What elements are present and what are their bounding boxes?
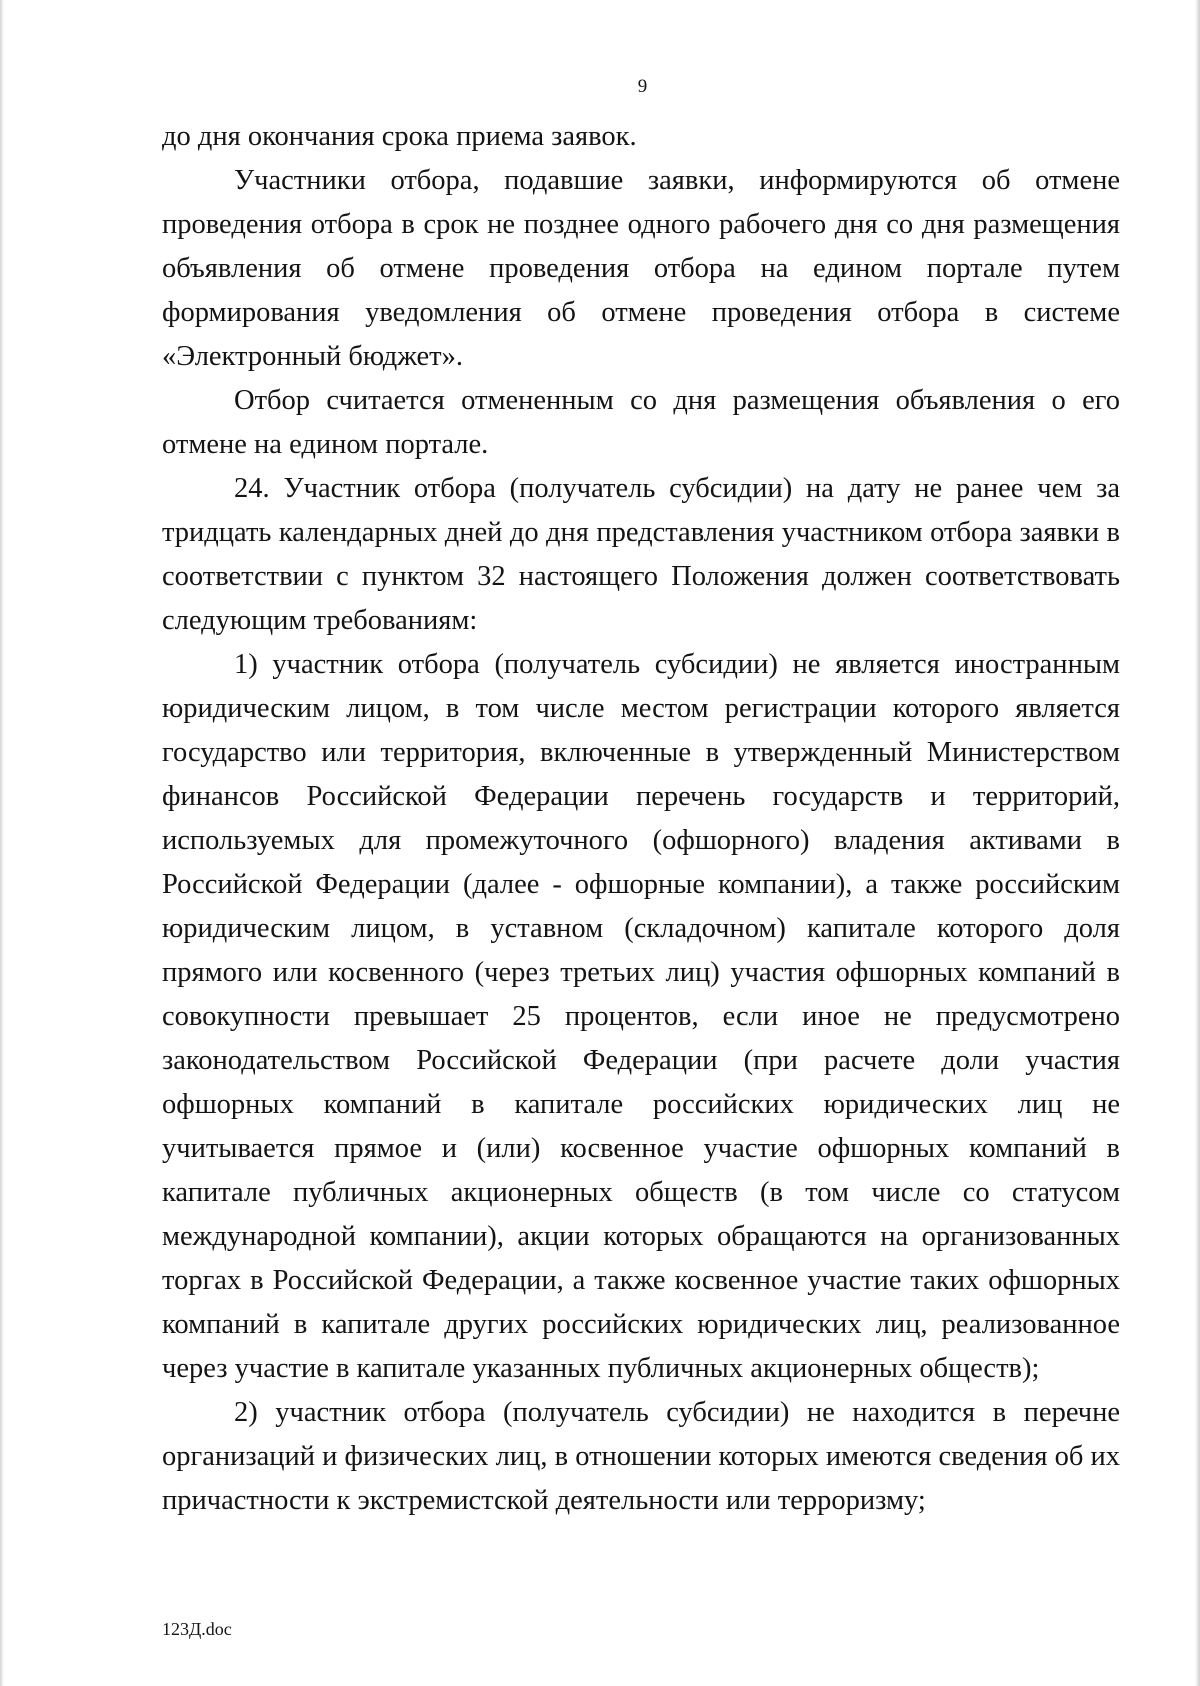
paragraph-requirement-1: 1) участник отбора (получатель субсидии) не является иностранным юридическим лицом, в том числе местом регистрации которого является государство или территория, включенные в утвержденный Министерством финансов Российской Федерации перечень государств и территорий, используемых для промежуточного (офшорного) владения активами в Российской Федерации (далее - офшорные компании), а также российским юридическим лицом, в уставном (складочном) капитале которого доля прямого или косвенного (через третьих лиц) участия офшорных компаний в совокупности превышает 25 процентов, если иное не предусмотрено законодательством Российской Федерации (при расчете доли участия офшорных компаний в капитале российских юридических лиц не учитывается прямое и (или) косвенное участие офшорных компаний в капитале публичных акционерных обществ (в том числе со статусом международной компании), акции которых обращаются на организованных торгах в Российской Федерации, а также косвенное участие таких офшорных компаний в капитале других российских юридических лиц, реализованное через участие в капитале указанных публичных акционерных обществ);	[162, 649, 1120, 1384]
paragraph-participants-informed: Участники отбора, подавшие заявки, информируются об отмене проведения отбора в срок не позднее одного рабочего дня со дня размещения объявления об отмене проведения отбора на едином портале путем формирования уведомления об отмене проведения отбора в системе «Электронный бюджет».	[162, 165, 1120, 372]
document-body	[162, 115, 1120, 1523]
paragraph-item-24: 24. Участник отбора (получатель субсидии) на дату не ранее чем за тридцать календарных дней до дня представления участником отбора заявки в соответствии с пунктом 32 настоящего Положения должен соответствовать следующим требованиям:	[162, 473, 1120, 636]
scan-edge-right	[1195, 0, 1200, 1686]
page-number: 9	[637, 76, 648, 97]
paragraph-selection-cancelled: Отбор считается отмененным со дня размещения объявления о его отмене на едином портале.	[162, 385, 1120, 460]
paragraph-continuation: до дня окончания срока приема заявок.	[162, 121, 637, 152]
paragraph-requirement-2: 2) участник отбора (получатель субсидии) не находится в перечне организаций и физических лиц, в отношении которых имеются сведения об их причастности к экстремистской деятельности или терроризму;	[162, 1397, 1120, 1516]
scan-edge-left	[0, 0, 4, 1686]
footer-filename: 123Д.doc	[162, 1619, 232, 1639]
